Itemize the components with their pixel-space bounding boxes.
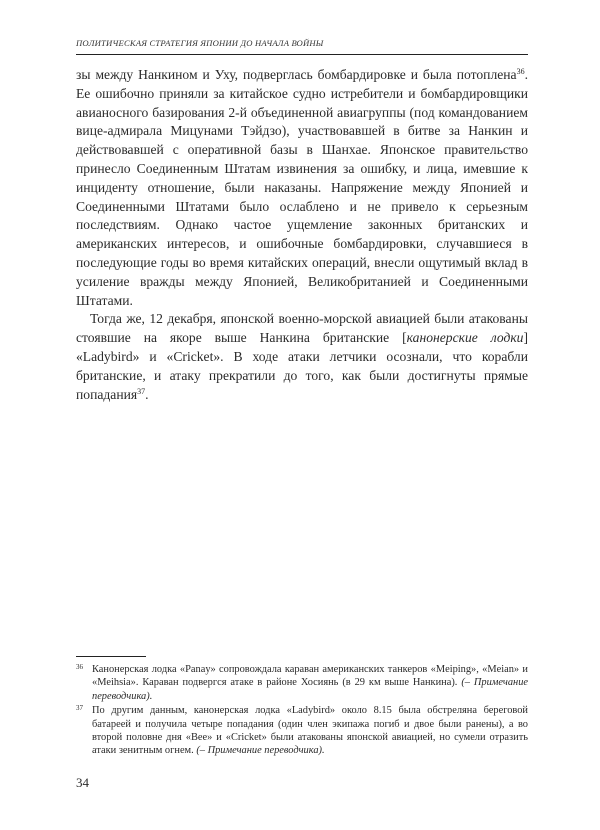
paragraph-text-cont: . Ее ошибочно приняли за китайское судно истребители и бомбардировщики авианосного базирования 2-й объединенной авиагруппы (под командованием вице-адмирала Мицунами Тэйдзо), участвовавшей в битве за Нанкин и действовавшей с оперативной базы в Шанхае. Японское правительство принесло Соединенным Штатам извинения за ошибку, и лица, имевшие к инциденту отношение, были наказаны. Напряжение между Японией и Соединенными Штатами было ослаблено и не привело к серьезным последствиям. Однако частое ущемление законных британских и американских интересов, и ошибочные бомбардировки, случавшиеся в последующие годы во время китайских операций, внесли ощутимый вклад в усиление вражды между Японией, Великобританией и Соединенными Штатами. [76,67,528,308]
header-rule [76,54,528,55]
body-text [76,66,528,404]
footnote-36 [76,663,528,703]
translator-note: (– Примечание переводчика). [196,745,325,757]
paragraph-text-cont: ] «Ladybird» и «Cricket». В ходе атаки летчики осознали, что корабли британские, и атаку прекратили до того, как были достигнуты прямые попадания [76,330,529,402]
paragraph-text: зы между Нанкином и Уху, подверглась бомбардировке и была потоплена [76,67,517,82]
paragraph-1 [76,66,528,310]
footnote-text: По другим данным, канонерская лодка «Ladybird» около 8.15 была обстреляна береговой батареей и получила четыре попадания (один член экипажа погиб и двое были ранены), а во второй половне дня «Bee» и «Cricket» были атакованы японской авиацией, но сумели отразить атаки зенитным огнем. [92,705,528,757]
footnote-ref-36[interactable]: 36 [516,67,525,76]
footnote-text: Канонерская лодка «Panay» сопровождала караван американских танкеров «Meiping», «Meian» и «Meihsia». Караван подвергся атаке в районе Хосиянь (в 29 км выше Нанкина). [92,664,528,689]
translator-note: (– Примечание переводчика). [92,677,529,702]
footnote-ref-37[interactable]: 37 [137,386,146,396]
paragraph-end: . [145,386,149,402]
paragraph-2 [76,310,528,404]
paragraph-text: Тогда же, 12 декабря, японской военно-морской авиацией были атакованы стоявшие на якоре выше Нанкина британские [ [76,311,528,346]
footnotes [76,663,528,759]
footnote-number: 37 [76,704,83,713]
italic-insert: канонерские лодки [406,330,524,346]
running-head: ПОЛИТИЧЕСКАЯ СТРАТЕГИЯ ЯПОНИИ ДО НАЧАЛА ВОЙНЫ [76,38,324,48]
page-number: 34 [76,775,89,790]
footnote-rule [76,656,146,657]
footnote-number: 36 [76,663,83,671]
footnote-37 [76,704,528,758]
